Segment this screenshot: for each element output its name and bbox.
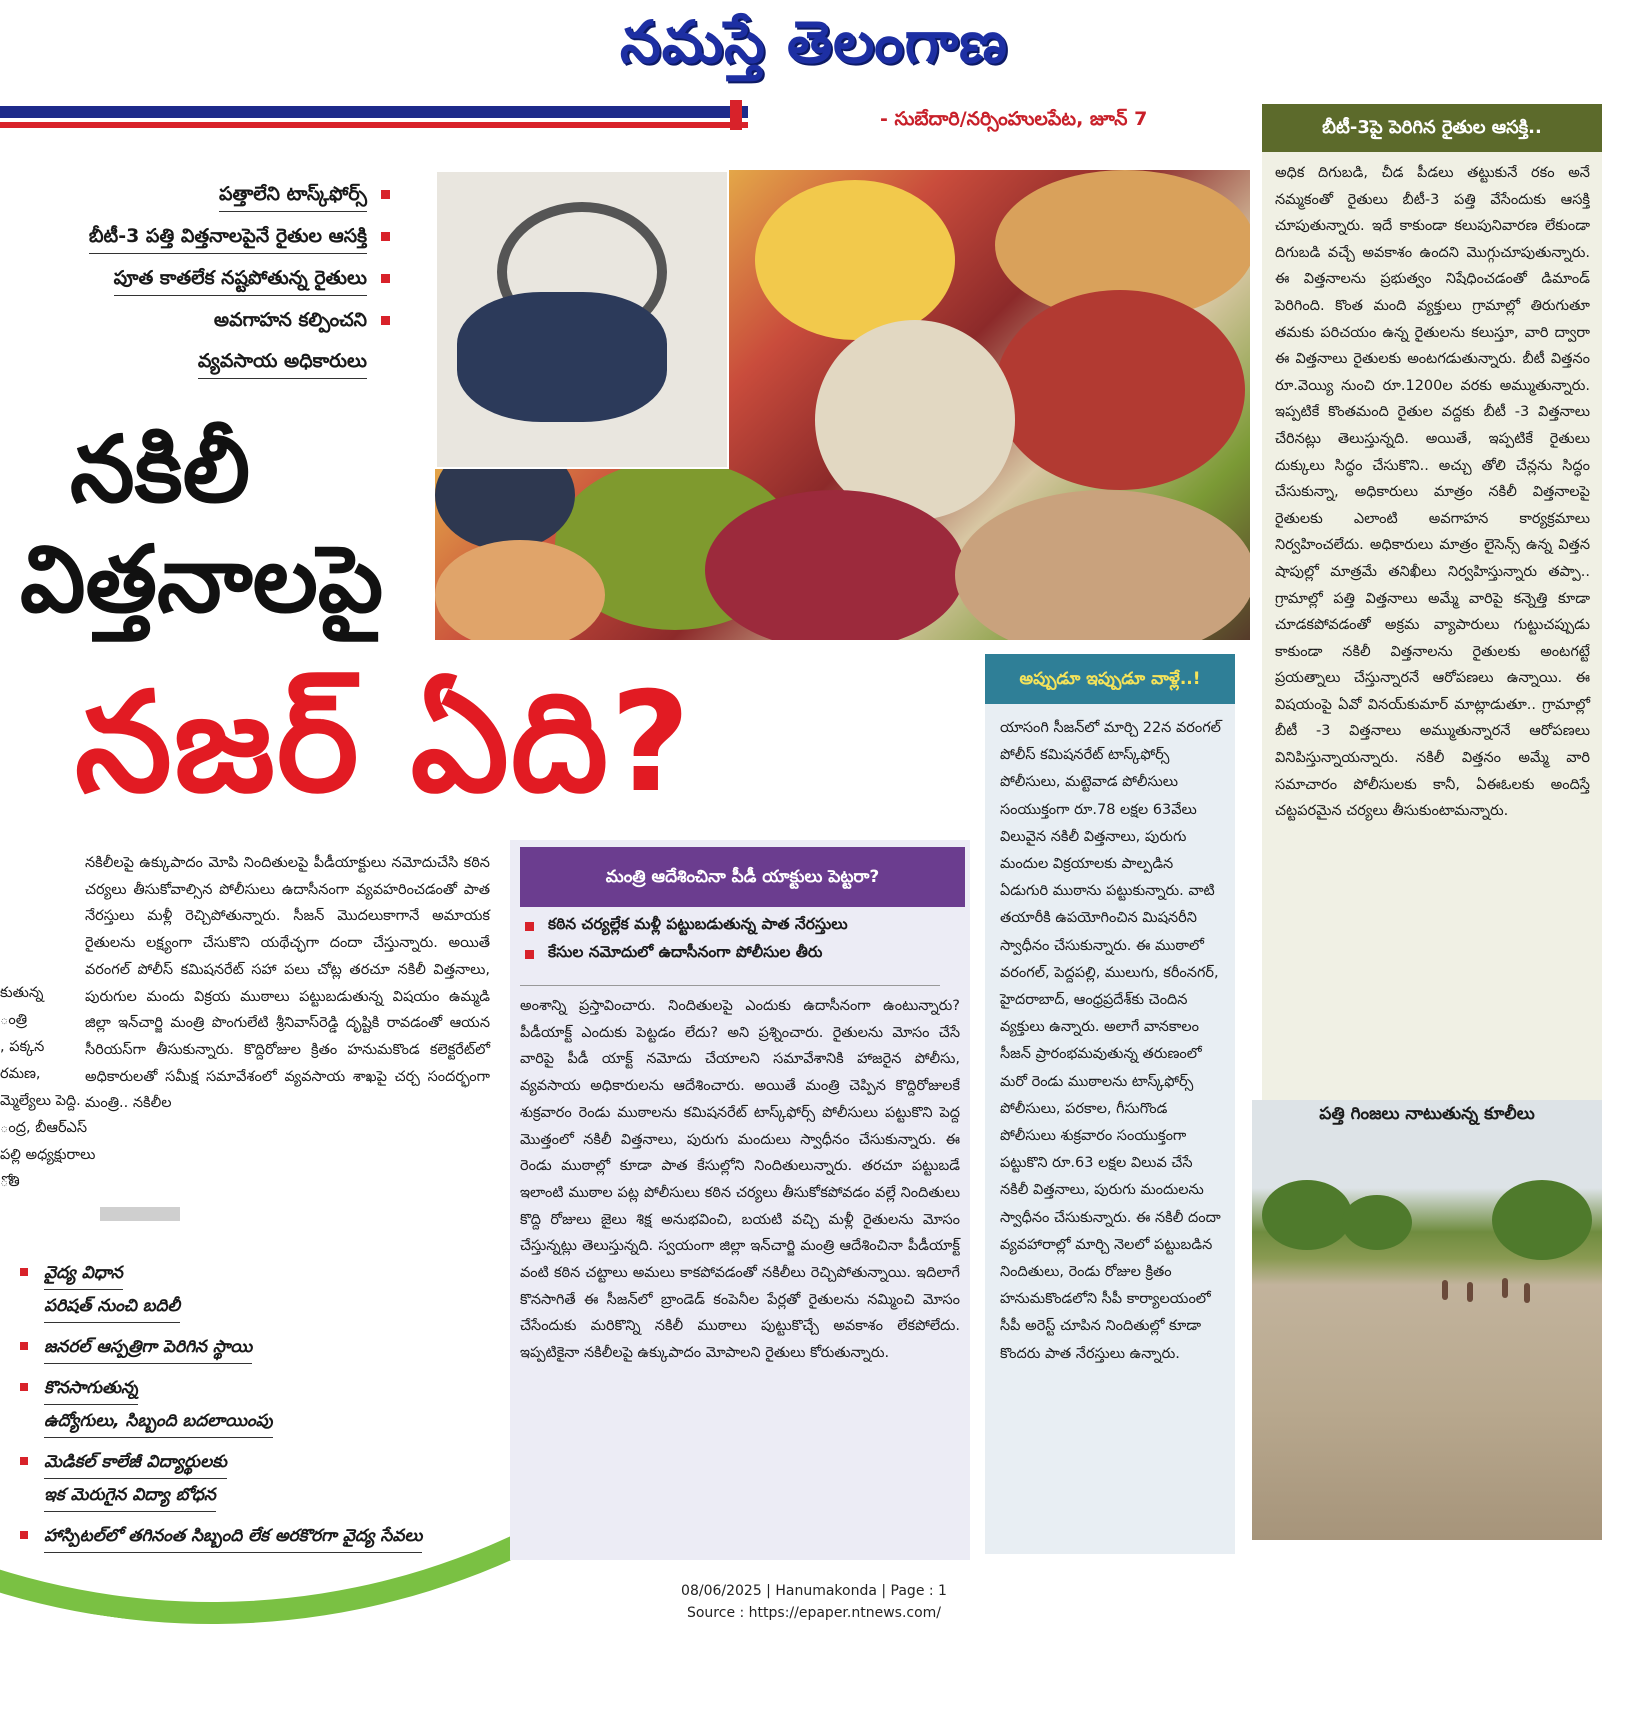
headline-line2: విత్తనాలపై xyxy=(20,526,384,633)
bullet-square-icon xyxy=(20,1268,28,1276)
highlights-list xyxy=(40,180,390,389)
masthead-rule-red xyxy=(0,122,748,128)
masthead-rule-blue xyxy=(0,106,748,118)
middle-bullet-item: కేసుల నమోదులో ఉదాసీనంగా పోలీసుల తీరు xyxy=(525,943,965,965)
other-story-item: కొనసాగుతున్న ఉద్యోగులు, సిబ్బంది బదలాయింపు xyxy=(20,1372,540,1438)
masthead-rule-cap xyxy=(730,100,742,130)
other-story-item: హాస్పిటల్‌లో తగినంత సిబ్బంది లేక అరకొరగా వైద్య సేవలు xyxy=(20,1520,540,1553)
box2-body: యాసంగి సీజన్‌లో మార్చి 22న వరంగల్ పోలీస్ కమిషనరేట్ టాస్క్‌ఫోర్స్ పోలీసులు, మట్టెవాడ పోలీసులు సంయుక్తంగా రూ.78 లక్షల 63వేలు విలువైన నకిలీ విత్తనాలు, పురుగు మందుల విక్రయాలకు పాల్పడిన ఏడుగురి ముఠాను పట్టుకున్నారు. వాటి తయారీకి ఉపయోగించిన మిషనరీని స్వాధీనం చేసుకున్నారు. ఈ ముఠాలో వరంగల్, పెద్దపల్లి, ములుగు, కరీంనగర్, హైదరాబాద్, ఆంధ్రప్రదేశ్‌కు చెందిన వ్యక్తులు ఉన్నారు. అలాగే వానకాలం సీజన్ ప్రారంభమవుతున్న తరుణంలో మరో రెండు ముఠాలను టాస్క్‌ఫోర్స్ పోలీసులు, పరకాల, గీసుగొండ పోలీసులు శుక్రవారం సంయుక్తంగా పట్టుకొని రూ.63 లక్షల విలువ చేసే నకిలీ విత్తనాలు, పురుగు మందులను స్వాధీనం చేసుకున్నారు. ఈ నకిలీ దందా వ్యవహారాల్లో మార్చి నెలలో పట్టుబడిన నిందితులు, రెండు రోజుల క్రితం హనుమకొండలోని సీపీ కార్యాలయంలో సీపీ అరెస్ట్ చూపిన నిందితుల్లో కూడా కొందరు పాత నేరస్తులు ఉన్నారు. xyxy=(1000,720,1221,1362)
headline-line1: నకిలీ xyxy=(70,416,251,523)
field-photo-caption: పత్తి గింజలు నాటుతున్న కూలీలు xyxy=(1319,1104,1535,1124)
footer-date-line: 08/06/2025 | Hanumakonda | Page : 1 xyxy=(681,1583,947,1599)
bullet-square-icon xyxy=(525,922,534,931)
article-left-column: నకిలీలపై ఉక్కుపాదం మోపి నిందితులపై పీడీయాక్టులు నమోదుచేసి కఠిన చర్యలు తీసుకోవాల్సిన పోలీసులు ఉదాసీనంగా వ్యవహరించడంతో పాత నేరస్తులు మళ్లీ రెచ్చిపోతున్నారు. సీజన్ మొదలుకాగానే అమాయక రైతులను లక్ష్యంగా చేసుకొని యథేచ్ఛగా దందా చేస్తున్నారు. అయితే వరంగల్ పోలీస్ కమిషనరేట్ సహా పలు చోట్ల తరచూ నకిలీ విత్తనాలు, పురుగుల మందు విక్రయ ముఠాలు పట్టుబడుతున్న విషయం ఉమ్మడి జిల్లా ఇన్‌చార్జి మంత్రి పొంగులేటి శ్రీనివాస్‌రెడ్డి దృష్టికి రావడంతో ఆయన సీరియస్‌గా తీసుకున్నారు. కొద్దిరోజుల క్రితం హనుమకొండ కలెక్టరేట్‌లో అధికారులతో సమీక్ష సమావేశంలో వ్యవసాయ శాఖపై చర్చ సందర్భంగా మంత్రి.. నకిలీల xyxy=(85,855,490,1112)
bullet-square-icon xyxy=(381,232,390,241)
footer-source-link[interactable]: Source : https://epaper.ntnews.com/ xyxy=(686,1605,942,1621)
middle-bullets xyxy=(525,915,965,971)
bullet-square-icon xyxy=(20,1342,28,1350)
masthead xyxy=(0,0,1628,90)
headline-main: నజర్ ఏది? xyxy=(75,662,693,823)
highlight-item: పత్తాలేని టాస్క్‌ఫోర్స్ xyxy=(40,180,390,212)
middle-subhead: మంత్రి ఆదేశించినా పీడీ యాక్టులు పెట్టరా? xyxy=(520,847,965,907)
highlight-item: వ్యవసాయ అధికారులు xyxy=(40,347,390,379)
other-story-item: వైద్య విధాన పరిషత్ నుంచి బదిలీ xyxy=(20,1257,540,1323)
bullet-square-icon xyxy=(20,1531,28,1539)
middle-bullet-item: కఠిన చర్యల్లేక మళ్లీ పట్టుబడుతున్న పాత నేరస్తులు xyxy=(525,915,965,937)
bullet-square-icon xyxy=(381,190,390,199)
bullet-square-icon xyxy=(20,1457,28,1465)
divider xyxy=(520,985,940,986)
other-story-item: మెడికల్ కాలేజీ విద్యార్థులకు ఇక మెరుగైన విద్యా బోధన xyxy=(20,1446,540,1512)
divider xyxy=(100,1207,180,1221)
bullet-square-icon xyxy=(381,274,390,283)
article-middle-column: అంశాన్ని ప్రస్తావించారు. నిందితులపై ఎందుకు ఉదాసీనంగా ఉంటున్నారు? పీడీయాక్ట్ ఎందుకు పెట్టడం లేదు? అని ప్రశ్నించారు. రైతులను మోసం చేసే వారిపై పీడీ యాక్ట్ నమోదు చేయాలని సమావేశానికి హాజరైన పోలీసు, వ్యవసాయ అధికారులను ఆదేశించారు. అయితే మంత్రి చెప్పిన కొద్దిరోజులకే శుక్రవారం రెండు ముఠాలను కమిషనరేట్ టాస్క్‌ఫోర్స్ పోలీసులు పట్టుకొని పెద్ద మొత్తంలో నకిలీ విత్తనాలు, పురుగు మందులు స్వాధీనం చేసుకున్నారు. ఈ రెండు ముఠాల్లో కూడా పాత కేసుల్లోని నిందితులున్నారు. తరచూ పట్టుబడే ఇలాంటి ముఠాల పట్ల పోలీసులు కఠిన చర్యలు తీసుకోకపోవడం వల్లే నిందితులు కొద్ది రోజులు జైలు శిక్ష అనుభవించి, బయటి వచ్చి మళ్లీ రైతులను మోసం చేస్తున్నట్లు తెలుస్తున్నది. స్వయంగా జిల్లా ఇన్‌చార్జి మంత్రి ఆదేశించినా పీడీయాక్ట్ వంటి కఠిన చట్టాలు అమలు కాకపోవడంతో నకిలీలు రెచ్చిపోతున్నాయి. ఇదిలాగే కొనసాగితే ఈ సీజన్‌లో బ్రాండెడ్ కంపెనీల పేర్లతో రైతులను నమ్మించి మోసం చేసేందుకు మరికొన్ని నకిలీ ముఠాలు పుట్టుకొచ్చే అవకాశం లేకపోలేదు. ఇప్పటికైనా నకిలీలపై ఉక్కుపాదం మోపాలని రైతులు కోరుతున్నారు. xyxy=(520,998,960,1362)
sidebar-body: అధిక దిగుబడి, చీడ పీడలు తట్టుకునే రకం అనే నమ్మకంతో రైతులు బీటీ-3 పత్తి వేసేందుకు ఆసక్తి చూపుతున్నారు. ఇదే కాకుండా కలుపునివారణ లేకుండా దిగుబడి వచ్చే అవకాశం ఉందని మొగ్గుచూపుతున్నారు. ఈ విత్తనాలను ప్రభుత్వం నిషేధించడంతో డిమాండ్ పెరిగింది. కొంత మంది వ్యక్తులు గ్రామాల్లో తిరుగుతూ తమకు పరిచయం ఉన్న రైతులను కలుస్తూ, వారి ద్వారా ఈ విత్తనాలు రైతులకు అంటగడుతున్నారు. బీటీ విత్తనం రూ.వెయ్యి నుంచి రూ.1200ల వరకు అమ్ముతున్నారు. ఇప్పటికే కొంతమంది రైతుల వద్దకు బీటీ -3 విత్తనాలు చేరినట్లు తెలుస్తున్నది. అయితే, ఇప్పటికే రైతులు దుక్కులు సిద్ధం చేసుకొని.. అచ్చు తోలి చేన్లను సిద్ధం చేసుకున్నా, అధికారులు మాత్రం నకిలీ విత్తనాలపై రైతులకు ఎలాంటి అవగాహన కార్యక్రమాలు నిర్వహించలేదు. అధికారులు మాత్రం లైసెన్స్ ఉన్న విత్తన షాపుల్లో మాత్రమే తనిఖీలు నిర్వహిస్తున్నారు తప్పా.. గ్రామాల్లో పత్తి విత్తనాలు అమ్మే వారిపై కన్నెత్తి కూడా చూడకపోవడంతో అక్రమ వ్యాపారులు గుట్టుచప్పుడు కాకుండా నకిలీ విత్తనాలను రైతులకు అంటగట్టే ప్రయత్నాలు చేస్తున్నారనే ఆరోపణలు ఉన్నాయి. ఈ విషయంపై ఏవో వినయ్‌కుమార్ మాట్లాడుతూ.. గ్రామాల్లో బీటీ -3 విత్తనాలు అమ్ముతున్నారనే ఆరోపణలు వినిపిస్తున్నాయన్నారు. నకిలీ విత్తనం అమ్మే వారి సమాచారం పోలీసులకు కానీ, ఏఈఓలకు అందిస్తే చట్టపరమైన చర్యలు తీసుకుంటామన్నారు. xyxy=(1275,165,1590,820)
previous-story-fragment: కుతున్న ంత్రి , పక్కన రమణ, మ్మెల్యేలు పెద్ది. ంద్ర, బీఆర్ఎస్ పల్లి అధ్యక్షురాలు ోతి xyxy=(0,985,96,1190)
highlight-item: బీటీ-3 పత్తి విత్తనాలపైనే రైతుల ఆసక్తి xyxy=(40,222,390,254)
newspaper-title: నమస్తే తెలంగాణ xyxy=(620,8,1008,76)
bullet-square-icon xyxy=(381,316,390,325)
inspector-inset-photo xyxy=(435,170,729,469)
box2-title: అప్పుడూ ఇప్పుడూ వాళ్లే..! xyxy=(985,654,1235,704)
highlight-item: అవగాహన కల్పించని xyxy=(40,306,390,337)
other-stories-list xyxy=(20,1257,540,1561)
highlight-item: పూత కాతలేక నష్టపోతున్న రైతులు xyxy=(40,264,390,296)
bullet-square-icon xyxy=(525,950,534,959)
sidebar-title: బీటీ-3పై పెరిగిన రైతుల ఆసక్తి.. xyxy=(1262,104,1602,152)
bullet-square-icon xyxy=(20,1383,28,1391)
other-story-item: జనరల్ ఆస్పత్రిగా పెరిగిన స్థాయి xyxy=(20,1331,540,1364)
dateline: - సుబేదారి/నర్సింహులపేట, జూన్ 7 xyxy=(880,108,1148,130)
field-photo xyxy=(1252,1100,1602,1540)
page-footer xyxy=(0,1580,1628,1624)
